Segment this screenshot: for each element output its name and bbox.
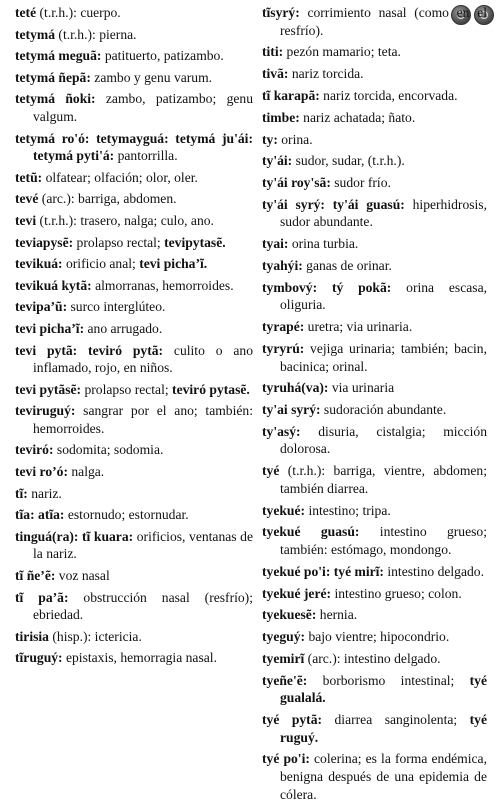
dictionary-entry: [15, 441, 253, 459]
headword: tĩa: atĩa:: [15, 507, 65, 523]
dictionary-entry: [15, 234, 253, 252]
dictionary-entry: [15, 628, 253, 646]
dictionary-entry: [262, 257, 487, 275]
dictionary-entry: [15, 169, 253, 187]
dictionary-entry: [262, 563, 487, 581]
headword: tevi: [15, 212, 37, 228]
definition: patituerto, patizambo.: [101, 48, 224, 64]
headword: tevikuá kytã:: [15, 277, 92, 293]
definition: (t.r.h.):: [36, 5, 81, 20]
definition: zambo y genu varum.: [90, 69, 213, 85]
definition: intestino; tripa.: [305, 502, 391, 518]
headword: tirisia: [15, 628, 49, 644]
headword: tymbový: tý pokã:: [262, 279, 392, 295]
definition: pantorrilla.: [114, 148, 178, 164]
headword: tyeñe'ẽ:: [262, 672, 308, 688]
definition: ano arrugado.: [84, 320, 163, 336]
dictionary-entry: [262, 235, 487, 253]
headword: tevi pytãsẽ:: [15, 381, 82, 397]
definition: obstrucción nasal (resfrío); ebriedad.: [33, 589, 253, 623]
dictionary-entry: [262, 131, 487, 149]
headword: tetymá ñepã:: [15, 69, 91, 85]
definition: intestino grueso; también: estómago, mondongo.: [280, 524, 487, 557]
definition: voz nasal: [55, 568, 110, 584]
dictionary-entry: [262, 65, 487, 83]
dictionary-entry: [15, 47, 253, 65]
definition: (arc.): barriga, abdomen.: [38, 191, 177, 207]
dictionary-entry: [15, 130, 253, 165]
headword: ty:: [262, 131, 278, 147]
headword: tevi pichaʼĩ:: [15, 320, 85, 336]
headword: tyrapé:: [262, 319, 305, 335]
headword: tĩsyrý:: [262, 5, 300, 20]
dictionary-entry: [262, 4, 487, 39]
right-column: [262, 4, 487, 807]
dictionary-entry: [262, 650, 487, 668]
dictionary-entry: [262, 318, 487, 336]
headword: tyekué:: [262, 502, 306, 518]
headword: tetymá meguã:: [15, 48, 102, 64]
definition: sudor frío.: [330, 175, 391, 191]
dictionary-entry: [262, 606, 487, 624]
dictionary-entry: [15, 381, 253, 399]
headword: tyeguý:: [262, 629, 306, 645]
definition: bajo vientre; hipocondrio.: [305, 629, 450, 645]
headword: tyé gualalá.: [280, 672, 487, 706]
headword: tetymá: [15, 26, 56, 42]
dictionary-entry: [262, 401, 487, 419]
headword: tevipytasẽ.: [164, 234, 226, 250]
dictionary-entry: [15, 298, 253, 316]
definition: culito o ano inflamado, rojo, en niños.: [33, 342, 253, 376]
dictionary-entry: [262, 462, 487, 497]
dictionary-entry: [15, 528, 253, 563]
headword: tevikuá:: [15, 256, 63, 272]
definition: corrimiento nasal (como en el resfrío).: [280, 5, 487, 38]
definition: orina.: [277, 131, 313, 147]
definition: nariz achatada; ñato.: [299, 109, 416, 125]
dictionary-entry: [15, 567, 253, 585]
headword: tyekuesẽ:: [262, 607, 317, 623]
dictionary-entry: [15, 589, 253, 624]
dictionary-entry: [262, 196, 487, 231]
headword: tyemirĩ: [262, 650, 305, 666]
definition: surco interglúteo.: [67, 299, 166, 315]
definition: hiperhidrosis, sudor abundante.: [280, 196, 487, 230]
headword: tinguá(ra): tĩ kuara:: [15, 528, 134, 544]
definition: orina turbia.: [288, 236, 359, 252]
headword: teviró pytasẽ.: [172, 381, 250, 397]
definition: prolapso rectal;: [81, 381, 173, 397]
definition: sodomita; sodomia.: [53, 442, 164, 458]
definition: nariz torcida, encorvada.: [319, 87, 458, 103]
headword: tevi pytã: teviró pytã:: [15, 342, 164, 358]
definition: borborismo intestinal;: [307, 672, 470, 688]
headword: ty'ái:: [262, 153, 293, 169]
definition: disuria, cistalgia; micción dolorosa.: [280, 423, 487, 457]
headword: tyé pytã:: [262, 712, 323, 728]
headword: tyé po'i:: [262, 751, 310, 767]
definition: (hisp.): ictericia.: [48, 628, 142, 644]
headword: tĩ:: [15, 485, 28, 501]
headword: tetymá ñoki:: [15, 91, 96, 107]
definition: (t.r.h.): trasero, nalga; culo, ano.: [36, 212, 214, 228]
definition: nariz.: [27, 485, 62, 501]
definition: (t.r.h.): pierna.: [55, 26, 137, 42]
headword: ty'asý:: [262, 423, 301, 439]
dictionary-entry: [15, 4, 253, 22]
headword: tĩ paʼã:: [15, 589, 69, 605]
dictionary-entry: [262, 585, 487, 603]
dictionary-entry: [15, 485, 253, 503]
definition: diarrea sanginolenta;: [322, 712, 470, 728]
headword: ty'ai syrý:: [262, 402, 321, 418]
dictionary-entry: [15, 506, 253, 524]
dictionary-entry: [262, 672, 487, 707]
headword: teté: [15, 5, 37, 20]
headword: tyekué po'i: tyé mirĩ:: [262, 563, 384, 579]
headword: tyryrú:: [262, 340, 305, 356]
definition: cuerpo.: [80, 5, 121, 20]
definition: estornudo; estornudar.: [64, 507, 189, 523]
definition: intestino grueso; colon.: [331, 585, 462, 601]
definition: hernia.: [316, 607, 358, 623]
headword: teviruguý:: [15, 403, 76, 419]
definition: orina escasa, oliguria.: [280, 279, 487, 313]
headword: teviró:: [15, 442, 54, 458]
dictionary-entry: [262, 152, 487, 170]
dictionary-entry: [15, 649, 253, 667]
dictionary-entry: [262, 523, 487, 558]
headword: tyé ruguý.: [280, 712, 487, 745]
dictionary-entry: [262, 174, 487, 192]
definition: orificios, ventanas de la nariz.: [33, 528, 253, 562]
dictionary-entry: [15, 212, 253, 230]
headword: tyahýi:: [262, 258, 303, 273]
dictionary-entry: [15, 277, 253, 295]
definition: zambo, patizambo; genu valgum.: [33, 91, 253, 124]
headword: tyé: [262, 463, 280, 479]
definition: epistaxis, hemorragia nasal.: [62, 650, 217, 666]
definition: nalga.: [67, 464, 105, 480]
dictionary-entry: [15, 69, 253, 87]
definition: via urinaria: [328, 380, 395, 396]
headword: tivã:: [262, 66, 289, 82]
definition: prolapso rectal;: [73, 234, 165, 250]
definition: sudor, sudar, (t.r.h.).: [292, 153, 405, 169]
definition: vejiga urinaria; también; bacin, bacinica; orinal.: [280, 340, 487, 374]
dictionary-entry: [262, 109, 487, 127]
headword: tetũ:: [15, 169, 43, 185]
headword: tevé: [15, 191, 39, 207]
headword: ty'ái syrý: ty'ái guasú:: [262, 196, 405, 212]
dictionary-entry: [15, 342, 253, 377]
dictionary-entry: [262, 502, 487, 520]
headword: tĩ karapã:: [262, 87, 320, 103]
left-column: [15, 4, 253, 671]
headword: tevi pichaʼĩ.: [139, 256, 208, 272]
dictionary-entry: [262, 279, 487, 314]
dictionary-entry: [262, 87, 487, 105]
headword: tĩruguý:: [15, 650, 63, 666]
dictionary-entry: [15, 463, 253, 481]
headword: titi:: [262, 44, 284, 60]
dictionary-entry: [262, 628, 487, 646]
definition: ganas de orinar.: [302, 258, 392, 273]
definition: nariz torcida.: [288, 66, 364, 82]
definition: (t.r.h.): barriga, vientre, abdomen; también diarrea.: [279, 463, 487, 496]
definition: uretra; via urinaria.: [304, 319, 413, 335]
dictionary-entry: [262, 711, 487, 746]
dictionary-entry: [262, 423, 487, 458]
headword: tyruhá(va):: [262, 380, 329, 396]
dictionary-entry: [262, 43, 487, 61]
definition: pezón mamario; teta.: [283, 44, 401, 60]
headword: teviapysẽ:: [15, 234, 74, 250]
definition: (arc.): intestino delgado.: [304, 650, 441, 666]
headword: tyekué guasú:: [262, 524, 360, 540]
dictionary-entry: [15, 26, 253, 44]
headword: tyekué jeré:: [262, 585, 332, 601]
dictionary-entry: [262, 340, 487, 375]
definition: colerina; es la forma endémica, benigna después de una epidemia de cólera.: [280, 751, 487, 802]
headword: tetymá ro'ó: tetymayguá: tetymá ju'ái: tetymá pyti'á:: [15, 130, 253, 164]
dictionary-entry: [262, 750, 487, 803]
dictionary-entry: [15, 190, 253, 208]
headword: tyai:: [262, 236, 289, 252]
definition: orificio anal;: [62, 256, 140, 272]
definition: sudoración abundante.: [320, 402, 447, 418]
definition: almorranas, hemorroides.: [91, 277, 234, 293]
headword: timbe:: [262, 109, 300, 125]
headword: ty'ái roy'sã:: [262, 175, 331, 191]
headword: tevi roʼó:: [15, 464, 68, 480]
dictionary-entry: [15, 320, 253, 338]
definition: olfatear; olfación; olor, oler.: [42, 169, 198, 185]
dictionary-entry: [262, 379, 487, 397]
dictionary-entry: [15, 402, 253, 437]
dictionary-entry: [15, 90, 253, 125]
definition: sangrar por el ano; también: hemorroides.: [33, 403, 253, 436]
headword: tĩ ñeʼẽ:: [15, 568, 56, 584]
headword: tevipaʼũ:: [15, 299, 68, 315]
dictionary-entry: [15, 255, 253, 273]
definition: intestino delgado.: [383, 563, 485, 579]
